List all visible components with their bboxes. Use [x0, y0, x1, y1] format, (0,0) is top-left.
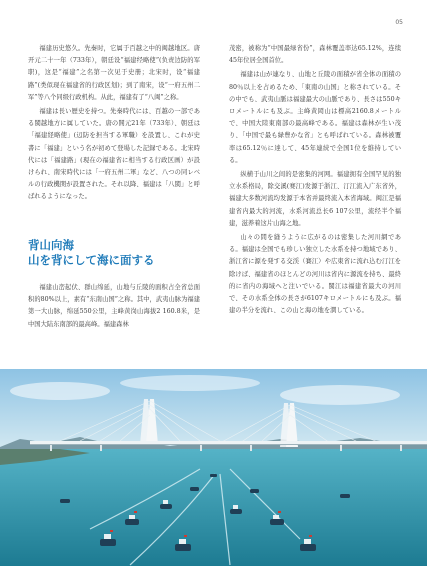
- paragraph-rivers-zh: 纵横于山川之间的是密集的河网。福建拥有全国罕见的独立水系格局，除交溪(赛江)发源于浙江、汀江流入广东省外，福建大多数河流均发源于本省并最终流入本省海域。闽江是福建省内最大的河流，水系河流总长6 107公里，流经半个福建，滋养着这片山海之地。: [229, 171, 401, 227]
- section-heading: [28, 238, 208, 268]
- paragraph-history-zh: 福建历史悠久。先秦时，它属于百越之中的闽越地区。唐开元二十一年（733年），朝廷设“福建经略使”(负责边防的军职)，这是“福建”之名第一次见于史册；北宋时，设“福建路”(类似现在福建省的行政区划)；到了南宋，设“一府五州二军”等八个同级行政机构。从此，福建有了“八闽”之称。: [28, 45, 200, 101]
- paragraph-history-ja: 福建は長い歴史を持つ。先秦時代には、百越の一部である閩越地方に属していた。唐の開元21年（733年）、朝廷は「福建経略使」(辺防を担当する軍職）を設置し、これが史書に「福建」という名が初めて登場した記録である。北宋時代には「福建路」(現在の福建省に相当する行政区画）が設けられ、南宋時代には「一府五州二軍」など、八つの同レベルの行政機関が設置された。それ以降、福建は「八閩」と呼ばれるようになった。: [28, 108, 200, 201]
- left-column-lower: [28, 282, 200, 333]
- page-number: 05: [395, 19, 403, 26]
- paragraph-forest-zh-cont: 茂密，被称为“中国最绿省份”，森林覆盖率达65.12%，连续45年位居全国首位。: [229, 45, 401, 65]
- paragraph-mountains-ja: 福建は山が連なり、山地と丘陵の面積が省全体の面積の80％以上を占めるため、「東南の山国」と称されている。その中でも、武夷山脈は福建最大の山脈であり、長さは550キロメートルにも及ぶ。主峰黄岡山は標高2160.8メートルで、中国大陸東南部の最高峰である。福建は森林が生い茂り、「中国で最も緑豊かな省」とも呼ばれている。森林被覆率は65.12％に達して、45年連続で全国1位を維持している。: [229, 71, 401, 164]
- paragraph-mountains-zh: 福建山峦起伏、群山绵延，山地与丘陵的面积占全省总面积的80%以上，素有“东南山国”之称。其中，武夷山脉为福建第一大山脉，绵延550公里，主峰黄岗山海拔2 160.8米，是中国大陆东南部的最高峰。福建森林: [28, 284, 200, 328]
- bridge-harbor-photo: [0, 369, 427, 566]
- bridge-harbor-boats-photo-icon: [0, 369, 427, 566]
- section-heading-zh: 背山向海: [28, 238, 74, 252]
- section-heading-ja: 山を背にして海に面する: [28, 253, 155, 267]
- left-column: [28, 43, 200, 206]
- right-column: [229, 43, 401, 319]
- paragraph-rivers-ja: 山々の間を縫うように広がるのは密集した河川網である。福建は全国でも珍しい独立した水系を持つ地域であり、浙江省に源を発する交渓（賽江）や広東省に流れ込む汀江を除けば、福建省のほとんどの河川は省内に源流を持ち、最終的に省内の海域へと注いでいる。閩江は福建省最大の河川で、その水系全体の長さが6107キロメートルにも及ぶ。福建の半分を流れ、この山と海の地を潤している。: [229, 234, 401, 315]
